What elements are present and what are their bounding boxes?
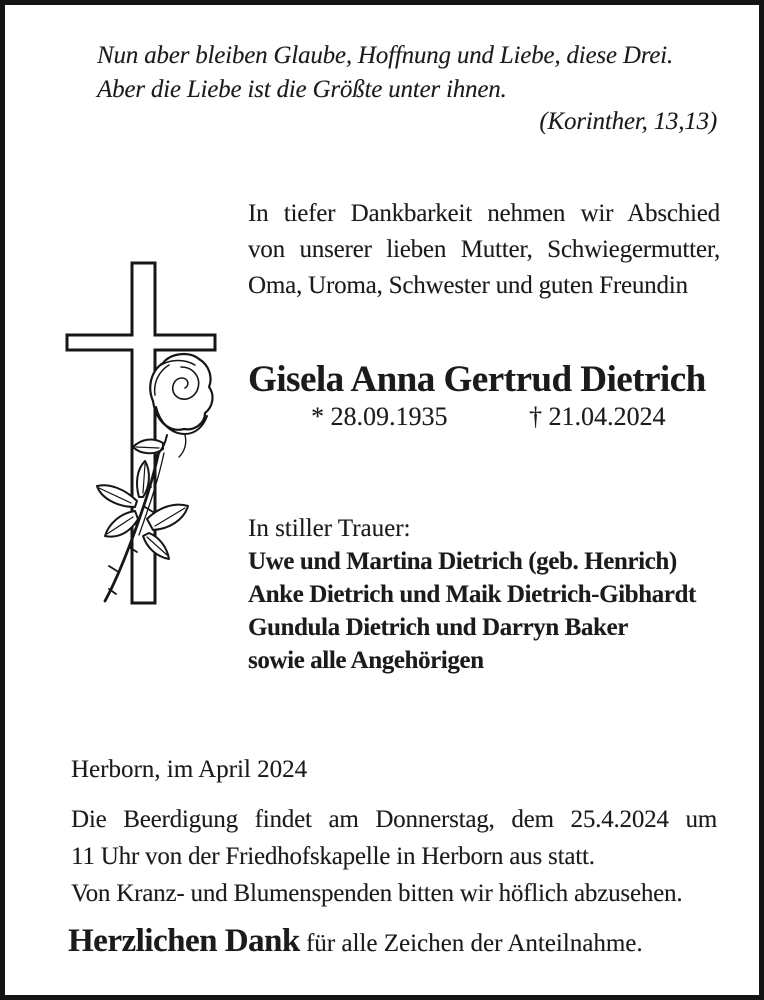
bible-quote [97, 39, 717, 137]
announcement-line-2: von unserer lieben Mutter, Schwiegermutter, [248, 236, 720, 263]
announcement-line-1: In tiefer Dankbarkeit nehmen wir Abschied [248, 200, 720, 227]
funeral-line-3: Von Kranz- und Blumenspenden bitten wir höflich abzusehen. [71, 880, 683, 907]
mourners-block [248, 512, 696, 677]
birth-date: * 28.09.1935 [311, 402, 448, 431]
announcement-line-3: Oma, Uroma, Schwester und guten Freundin [248, 272, 688, 299]
thanks-emphasis: Herzlichen Dank [68, 923, 300, 959]
quote-attribution: (Korinther, 13,13) [539, 108, 717, 135]
mourner-name: Gundula Dietrich und Darryn Baker [248, 614, 628, 641]
place-date: Herborn, im April 2024 [71, 756, 308, 783]
mourner-name: sowie alle Angehörigen [248, 647, 484, 674]
thanks-line [68, 920, 643, 965]
cross-and-rose-illustration [57, 255, 222, 615]
life-dates [248, 400, 720, 433]
mourner-name: Anke Dietrich und Maik Dietrich-Gibhardt [248, 581, 696, 608]
announcement-paragraph [248, 196, 720, 304]
mourner-name: Uwe und Martina Dietrich (geb. Henrich) [248, 548, 677, 575]
quote-line-2: Aber die Liebe ist die Größte unter ihnen. [97, 76, 507, 103]
mourners-heading: In stiller Trauer: [248, 515, 411, 542]
funeral-line-2: 11 Uhr von der Friedhofskapelle in Herborn aus statt. [71, 843, 595, 870]
deceased-name: Gisela Anna Gertrud Dietrich [248, 359, 706, 400]
death-date: † 21.04.2024 [529, 402, 666, 431]
quote-line-1: Nun aber bleiben Glaube, Hoffnung und Liebe, diese Drei. [97, 42, 673, 69]
funeral-info [71, 801, 717, 912]
thanks-rest: für alle Zeichen der Anteilnahme. [305, 930, 643, 957]
funeral-line-1: Die Beerdigung findet am Donnerstag, dem 25.4.2024 um [71, 806, 717, 833]
